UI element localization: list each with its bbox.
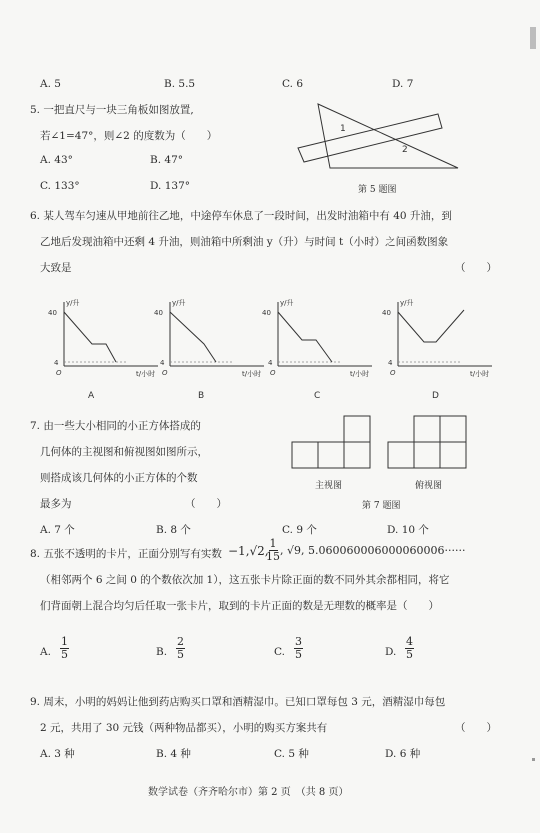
graph-c-label: C: [314, 391, 321, 401]
q8-stem-line2: （相邻两个 6 之间 0 的个数依次加 1），这五张卡片除正面的数不同外其余都相同，将它: [40, 574, 450, 586]
q5-caption: 第 5 题图: [358, 185, 397, 195]
option-c: C. 6: [282, 78, 304, 90]
q7-caption: 第 7 题图: [362, 501, 401, 511]
q5-stem-line1: 5. 一把直尺与一块三角板如图放置,: [30, 104, 194, 116]
main-view: [292, 416, 370, 468]
svg-text:O: O: [162, 369, 168, 377]
q8-stem-prefix: 8. 五张不透明的卡片，正面分别写有实数: [30, 548, 222, 560]
svg-text:O: O: [390, 369, 396, 377]
q8-option-d-fraction: 4 5: [406, 635, 413, 661]
q5-figure: [290, 96, 460, 176]
svg-text:O: O: [56, 369, 62, 377]
q9-option-c: C. 5 种: [274, 748, 309, 760]
q9-answer-paren: （ ）: [455, 722, 497, 734]
straight-ruler: [298, 114, 442, 162]
svg-text:y/升: y/升: [66, 299, 80, 307]
triangle-ruler: [318, 104, 458, 168]
svg-text:40: 40: [48, 309, 57, 317]
graph-c: [262, 298, 372, 401]
q7-answer-paren: （ ）: [185, 498, 227, 510]
top-view-label: 俯视图: [415, 481, 443, 491]
q6-stem-line3: 大致是: [40, 262, 72, 274]
q9-stem-line2: 2 元，共用了 30 元钱（两种物品都买），小明的购买方案共有: [40, 722, 328, 734]
svg-text:y/升: y/升: [400, 299, 414, 307]
option-b: B. 5.5: [164, 78, 196, 90]
svg-text:40: 40: [262, 309, 271, 317]
svg-text:t/小时: t/小时: [350, 370, 370, 378]
q8-option-a-letter: A.: [40, 646, 51, 658]
top-view: [388, 416, 466, 468]
q5-option-d: D. 137°: [150, 180, 191, 192]
q7-option-b: B. 8 个: [156, 524, 191, 536]
page-footer: 数学试卷（齐齐哈尔市）第 2 页 （共 8 页）: [148, 787, 349, 798]
q9-option-a: A. 3 种: [40, 748, 75, 760]
q7-option-c: C. 9 个: [282, 524, 317, 536]
q8-option-c-fraction: 3 5: [295, 635, 302, 661]
svg-text:t/小时: t/小时: [242, 370, 262, 378]
q9-option-d: D. 6 种: [385, 748, 421, 760]
q6-graphs: [40, 296, 510, 406]
q8-option-b-letter: B.: [156, 646, 168, 658]
q7-option-d: D. 10 个: [387, 524, 429, 536]
svg-text:4: 4: [160, 359, 165, 367]
q7-figure: [290, 414, 490, 474]
svg-text:40: 40: [382, 309, 391, 317]
scan-edge-mark: [530, 27, 536, 49]
graph-b: [154, 298, 264, 401]
q5-option-b: B. 47°: [150, 154, 184, 166]
q5-stem-line2: 若∠1=47°，则∠2 的度数为（ ）: [40, 130, 218, 142]
q5-option-c: C. 133°: [40, 180, 80, 192]
q8-option-d-letter: D.: [385, 646, 397, 658]
svg-text:4: 4: [54, 359, 59, 367]
q7-option-a: A. 7 个: [40, 524, 75, 536]
q8-fraction: 1 15: [266, 537, 280, 563]
svg-text:y/升: y/升: [280, 299, 294, 307]
q7-stem-line2: 几何体的主视图和俯视图如图所示，: [40, 446, 208, 458]
q8-stem-line3: 们背面朝上混合均匀后任取一张卡片，取到的卡片正面的数是无理数的概率是（ ）: [40, 600, 439, 612]
svg-text:y/升: y/升: [172, 299, 186, 307]
angle-2-label: 2: [402, 145, 408, 155]
angle-1-label: 1: [340, 124, 346, 134]
q6-stem-line2: 乙地后发现油箱中还剩 4 升油，则油箱中所剩油 y（升）与时间 t（小时）之间函数图象: [40, 236, 449, 248]
svg-text:t/小时: t/小时: [470, 370, 490, 378]
option-d: D. 7: [392, 78, 414, 90]
graph-a-label: A: [88, 391, 95, 401]
q9-stem-line1: 9. 周末，小明的妈妈让他到药店购买口罩和酒精湿巾。已知口罩每包 3 元，酒精湿巾每包: [30, 696, 446, 708]
q7-stem-line3: 则搭成该几何体的小正方体的个数: [40, 472, 198, 484]
q6-stem-line1: 6. 某人驾车匀速从甲地前往乙地，中途停车休息了一段时间，出发时油箱中有 40 升油，到: [30, 210, 452, 222]
graph-a: [48, 298, 158, 401]
svg-text:4: 4: [268, 359, 273, 367]
q8-option-a-fraction: 1 5: [61, 635, 68, 661]
svg-text:t/小时: t/小时: [136, 370, 156, 378]
svg-text:O: O: [270, 369, 276, 377]
q6-answer-paren: （ ）: [455, 262, 497, 274]
svg-text:4: 4: [388, 359, 393, 367]
scan-dot-mark: [532, 758, 535, 761]
graph-b-label: B: [198, 391, 205, 401]
q9-option-b: B. 4 种: [156, 748, 191, 760]
q8-option-b-fraction: 2 5: [177, 635, 184, 661]
q7-stem-line1: 7. 由一些大小相同的小正方体搭成的: [30, 420, 201, 432]
main-view-label: 主视图: [315, 481, 343, 491]
graph-d: [382, 298, 492, 401]
q8-numbers-part1: −1,√2,: [228, 544, 269, 558]
q5-option-a: A. 43°: [40, 154, 73, 166]
graph-d-label: D: [432, 391, 439, 401]
option-a: A. 5: [40, 78, 61, 90]
q8-numbers-part2: , √9, 5.060060006000060006······: [280, 544, 466, 557]
q7-stem-line4: 最多为: [40, 498, 72, 510]
svg-text:40: 40: [154, 309, 163, 317]
q8-option-c-letter: C.: [274, 646, 285, 658]
